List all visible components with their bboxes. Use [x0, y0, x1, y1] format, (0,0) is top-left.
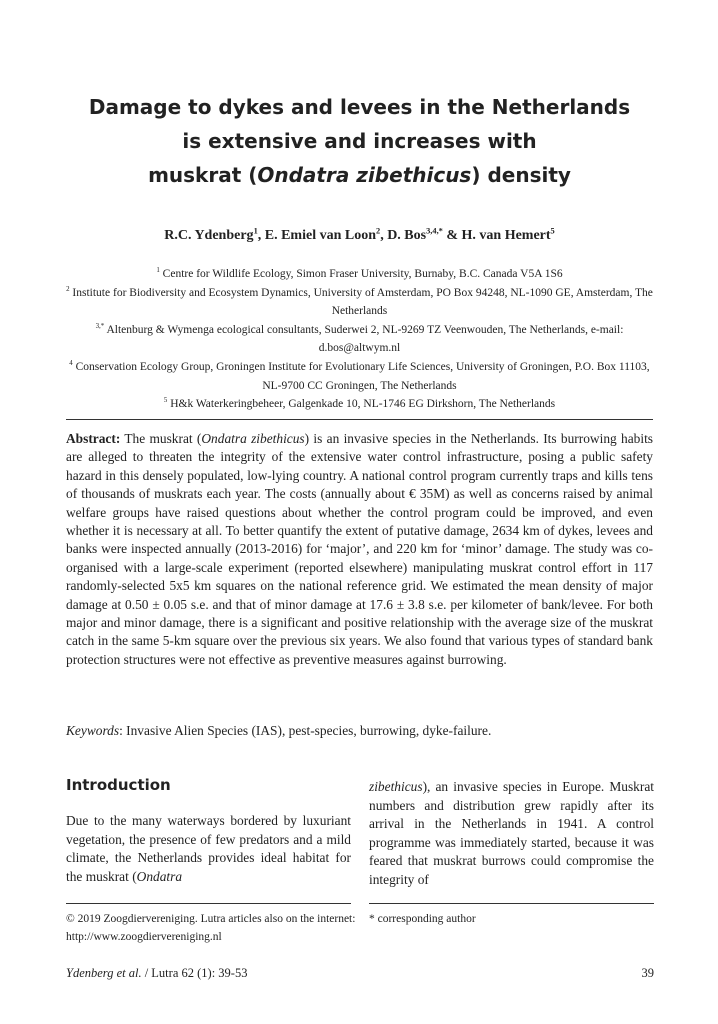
section-heading-introduction: Introduction [66, 776, 171, 794]
introduction-left-column [66, 776, 351, 886]
footnote-rule-left [66, 903, 351, 904]
author: R.C. Ydenberg$^1$, [164, 226, 265, 243]
title-line-1: Damage to dykes and levees in the Netherlands [88, 95, 631, 119]
copyright-footnote: © 2019 Zoogdiervereniging. Lutra articles also on the internet: http://www.zoogdiervereniging.nl [66, 913, 356, 943]
author-list [66, 228, 653, 244]
footnote-rule-right [369, 903, 654, 904]
corresponding-author-footnote: * corresponding author [369, 913, 476, 925]
title-line-3: muskrat (Ondatra zibethicus) density [148, 163, 571, 187]
paper-title [66, 90, 653, 192]
keywords: Keywords: Invasive Alien Species (IAS), pest-species, burrowing, dyke-failure. [66, 723, 492, 738]
abstract-top-rule [66, 419, 653, 420]
affiliation: $^1$ Centre for Wildlife Ecology, Simon Fraser University, Burnaby, B.C. Canada V5A 1S6 [156, 267, 563, 280]
page-number: 39 [641, 966, 654, 980]
author: D. Bos$^{3,4,*}$ & [387, 226, 462, 243]
affiliation: $^2$ Institute for Biodiversity and Ecosystem Dynamics, University of Amsterdam, PO Box 94248, NL-1090 GE, Amsterdam, The Netherlands [66, 285, 653, 318]
keywords-label: Keywords [66, 723, 120, 738]
title-line-2: is extensive and increases with [182, 129, 537, 153]
abstract: Abstract: The muskrat (Ondatra zibethicus) is an invasive species in the Netherlands. Its burrowing habits are alleged to threaten the integrity of the extensive water control infrastructure, posing a public safety hazard in this densely populated, low-lying country. A national control program currently traps and kills tens of thousands of muskrats each year. The costs (annually about € 35M) as well as concerns raised by animal welfare groups have raised questions about whether the control program could be improved, and even whether it is necessary at all. To better quantify the extent of putative damage, 2634 km of dykes, levees and banks were inspected annually (2013-2016) for ‘major’, and 220 km for ‘minor’ damage. The study was co-organised with a large-scale experiment (reported elsewhere) manipulating muskrat control effort in 117 randomly-selected 5x5 km squares on the national reference grid. We estimated the mean density of major damage at 0.50 ± 0.05 s.e. and that of minor damage at 17.6 ± 3.8 s.e. per kilometer of bank/levee. For both major and minor damage, there is a significant and positive relationship with the average size of the muskrat catch in the same 5-km square over the previous six years. We also found that various types of standard bank protection structures were not effective as preventive measures against burrowing. [66, 431, 653, 667]
running-footer: Ydenberg et al. / Lutra 62 (1): 39-53 [66, 966, 248, 980]
body-paragraph: Due to the many waterways bordered by luxuriant vegetation, the presence of few predators and a mild climate, the Netherlands provides ideal habitat for the muskrat (Ondatra [66, 813, 351, 884]
affiliation: $^{3,*}$ Altenburg & Wymenga ecological consultants, Suderwei 2, NL-9269 TZ Veenwouden, The Netherlands, e-mail: d.bos@altwym.nl [95, 322, 624, 355]
affiliation: $^5$ H&k Waterkeringbeheer, Galgenkade 10, NL-1746 EG Dirkshorn, The Netherlands [163, 397, 556, 411]
body-paragraph: zibethicus), an invasive species in Europe. Muskrat numbers and distribution grew rapidly after its arrival in the Netherlands in 1941. A control programme was immediately started, because it was feared that muskrat burrows could compromise the integrity of [369, 779, 654, 887]
author: E. Emiel van Loon$^2$, [264, 226, 388, 243]
author: H. van Hemert$^5$ [461, 226, 555, 243]
affiliation: $^4$ Conservation Ecology Group, Groningen Institute for Evolutionary Life Sciences, University of Groningen, P.O. Box 11103, NL-9700 CC Groningen, The Netherlands [69, 360, 650, 392]
affiliations [66, 265, 653, 414]
introduction-right-column [369, 778, 654, 889]
abstract-label: Abstract: [66, 431, 121, 446]
